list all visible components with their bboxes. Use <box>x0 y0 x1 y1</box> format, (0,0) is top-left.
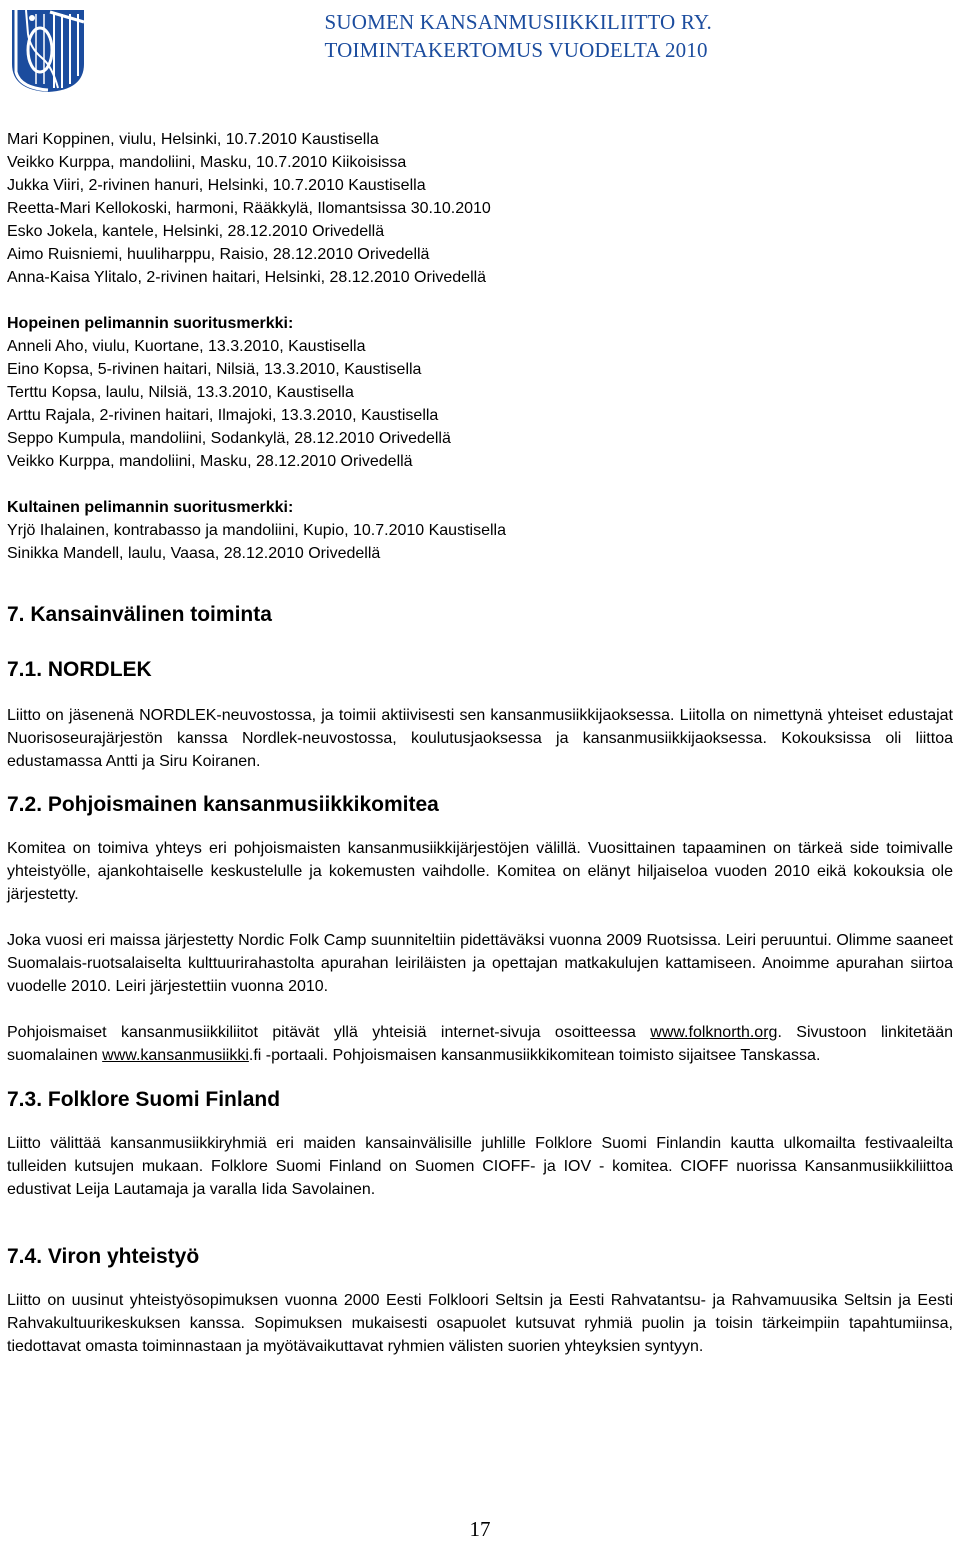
silver-badge-section <box>7 312 953 473</box>
section-7-2-paragraph-2: Joka vuosi eri maissa järjestetty Nordic Folk Camp suunniteltiin pidettäväksi vuonna 2009 Ruotsissa. Leiri peruuntui. Olimme saaneet Suomalais-ruotsalaiselta kulttuurirahastolta apurahan leiriläisten ja opettajan matkakulujen kattamiseen. Anoimme apurahan siirtoa vuodelle 2010. Leiri järjestettiin vuonna 2010. <box>7 932 953 995</box>
list-item: Yrjö Ihalainen, kontrabasso ja mandoliini, Kupio, 10.7.2010 Kaustisella <box>7 522 506 539</box>
page-number: 17 <box>469 1517 491 1541</box>
section-7-1-heading: 7.1. NORDLEK <box>7 658 152 681</box>
list-item: Aimo Ruisniemi, huuliharppu, Raisio, 28.12.2010 Orivedellä <box>7 246 430 263</box>
page-header <box>0 0 960 96</box>
silver-badge-heading: Hopeinen pelimannin suoritusmerkki: <box>7 315 294 332</box>
list-item: Veikko Kurppa, mandoliini, Masku, 10.7.2010 Kiikoisissa <box>7 154 407 171</box>
section-7-1-paragraph: Liitto on jäsenenä NORDLEK-neuvostossa, ja toimii aktiivisesti sen kansanmusiikkijaoksessa. Liitolla on nimettynä yhteiset edustajat Nuorisoseurajärjestön kanssa Nordlek-neuvostossa, koulutusjaoksessa ja kansanmusiikkijaoksessa. Kokouksissa oli liittoa edustamassa Antti ja Siru Koiranen. <box>7 707 953 770</box>
list-item: Anneli Aho, viulu, Kuortane, 13.3.2010, Kaustisella <box>7 338 366 355</box>
header-titles <box>324 8 712 64</box>
list-item: Veikko Kurppa, mandoliini, Masku, 28.12.2010 Orivedellä <box>7 453 413 470</box>
section-7-2-heading: 7.2. Pohjoismainen kansanmusiikkikomitea <box>7 793 439 816</box>
list-item: Sinikka Mandell, laulu, Vaasa, 28.12.2010 Orivedellä <box>7 545 381 562</box>
paragraph-text: Pohjoismaiset kansanmusiikkiliitot pitävät yllä yhteisiä internet-sivuja osoitteessa <box>7 1024 651 1041</box>
section-7-2-paragraph-1: Komitea on toimiva yhteys eri pohjoismaisten kansanmusiikkijärjestöjen välillä. Vuosittainen tapaaminen on tärkeä side toimivalle yhteistyölle, ajankohtaiselle keskustelulle ja kokemusten vaihdolle. Komitea on elänyt hiljaiseloa vuoden 2010 eikä kokouksia ole järjestetty. <box>7 840 953 903</box>
list-item: Reetta-Mari Kellokoski, harmoni, Rääkkylä, Ilomantsissa 30.10.2010 <box>7 200 491 217</box>
document-body <box>7 128 953 1358</box>
violin-kantele-logo-icon <box>6 4 90 94</box>
paragraph-text: .fi -portaali. Pohjoismaisen kansanmusiikkikomitean toimisto sijaitsee Tanskassa. <box>248 1047 821 1064</box>
section-7-3-heading: 7.3. Folklore Suomi Finland <box>7 1088 281 1111</box>
list-item: Mari Koppinen, viulu, Helsinki, 10.7.2010 Kaustisella <box>7 131 379 148</box>
list-item: Jukka Viiri, 2-rivinen hanuri, Helsinki, 10.7.2010 Kaustisella <box>7 177 426 194</box>
list-item: Terttu Kopsa, laulu, Nilsiä, 13.3.2010, Kaustisella <box>7 384 354 401</box>
gold-badge-heading: Kultainen pelimannin suoritusmerkki: <box>7 499 294 516</box>
section-7-4-heading: 7.4. Viron yhteistyö <box>7 1245 200 1268</box>
section-7-2-paragraph-3 <box>7 1021 953 1067</box>
folknorth-link[interactable]: www.folknorth.org <box>650 1024 778 1041</box>
section-7-3-paragraph: Liitto välittää kansanmusiikkiryhmiä eri maiden kansainvälisille juhlille Folklore Suomi Finlandin kautta ulkomailta festivaaleilta tulleiden kutsujen mukaan. Folklore Suomi Finland on Suomen CIOFF- ja IOV - komitea. CIOFF nuorissa Kansanmusiikkiliittoa edustivat Leija Lautamaja ja varalla Iida Savolainen. <box>7 1135 953 1198</box>
paragraph-text: . Sivustoon linkitetään suomalainen <box>7 1024 953 1064</box>
section-7-4-paragraph: Liitto on uusinut yhteistyösopimuksen vuonna 2000 Eesti Folkloori Seltsin ja Eesti Rahvatantsu- ja Rahvamuusika Seltsin ja Eesti Rahvakultuurikeskuksen kanssa. Sopimuksen mukaisesti osapuolet kutsuvat ryhmiä puolin ja toisin tärkeimpiin tapahtumiinsa, tiedottavat omasta toiminnastaan ja myötävaikuttavat ryhmien välisten suorien yhteyksien syntyyn. <box>7 1292 953 1355</box>
gold-badge-section <box>7 496 953 565</box>
list-item: Seppo Kumpula, mandoliini, Sodankylä, 28.12.2010 Orivedellä <box>7 430 451 447</box>
list-item: Anna-Kaisa Ylitalo, 2-rivinen haitari, Helsinki, 28.12.2010 Orivedellä <box>7 269 487 286</box>
list-item: Esko Jokela, kantele, Helsinki, 28.12.2010 Orivedellä <box>7 223 385 240</box>
kansanmusiikki-link[interactable]: www.kansanmusiikki <box>102 1047 249 1064</box>
header-org-name: SUOMEN KANSANMUSIIKKILIITTO RY. <box>324 10 712 34</box>
award-list-continued <box>7 128 953 289</box>
list-item: Eino Kopsa, 5-rivinen haitari, Nilsiä, 13.3.2010, Kaustisella <box>7 361 422 378</box>
list-item: Arttu Rajala, 2-rivinen haitari, Ilmajoki, 13.3.2010, Kaustisella <box>7 407 439 424</box>
header-report-title: TOIMINTAKERTOMUS VUODELTA 2010 <box>324 38 708 62</box>
section-7-heading: 7. Kansainvälinen toiminta <box>7 603 272 626</box>
